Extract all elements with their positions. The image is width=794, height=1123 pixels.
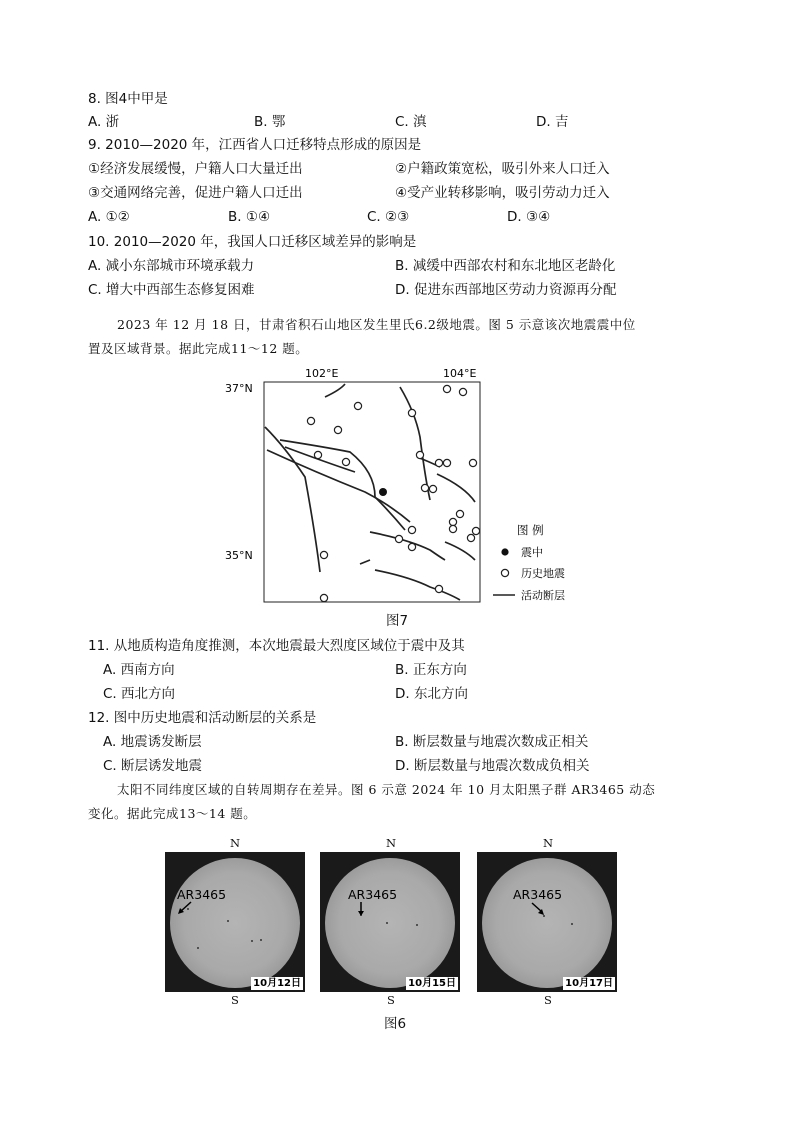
passage1-line1: 2023 年 12 月 18 日，甘肃省积石山地区发生里氏6.2级地震。图 5 示意该次地震震中位 <box>117 317 636 332</box>
legend-epicenter-icon <box>501 548 508 555</box>
q9-stem: 9. 2010—2020 年，江西省人口迁移特点形成的原因是 <box>88 137 422 153</box>
q8-option-d: D. 吉 <box>536 114 569 130</box>
passage2-line2: 变化。据此完成13～14 题。 <box>88 806 257 821</box>
earthquake-map <box>225 362 595 617</box>
q11-option-d: D. 东北方向 <box>395 686 468 702</box>
arrow-icon <box>175 900 195 916</box>
arrow-icon <box>529 901 547 917</box>
lat-label-37: 37°N <box>225 382 253 395</box>
solar-disk <box>325 858 455 988</box>
date-label-3: 10月17日 <box>565 978 613 989</box>
q10-option-b: B. 减缓中西部农村和东北地区老龄化 <box>395 258 616 274</box>
south-label-3: S <box>544 993 552 1007</box>
q9-item-2: ②户籍政策宽松，吸引外来人口迁入 <box>395 161 610 177</box>
q9-option-a: A. ①② <box>88 209 130 225</box>
epicenter-marker <box>379 488 387 496</box>
q9-item-1: ①经济发展缓慢，户籍人口大量迁出 <box>88 161 303 177</box>
q11-option-c: C. 西北方向 <box>103 686 176 702</box>
q11-stem: 11. 从地质构造角度推测，本次地震最大烈度区域位于震中及其 <box>88 638 465 654</box>
q12-stem: 12. 图中历史地震和活动断层的关系是 <box>88 710 317 726</box>
sun-image-oct17 <box>477 852 617 992</box>
q9-item-4: ④受产业转移影响，吸引劳动力迁入 <box>395 185 610 201</box>
legend-fault: 活动断层 <box>521 589 565 602</box>
date-label-2: 10月15日 <box>408 978 456 989</box>
q12-option-b: B. 断层数量与地震次数成正相关 <box>395 734 589 750</box>
ar3465-label-1: AR3465 <box>177 887 227 902</box>
ar3465-label-3: AR3465 <box>513 887 563 902</box>
q8-option-c: C. 滇 <box>395 114 427 130</box>
north-label-3: N <box>543 836 554 850</box>
lon-label-104: 104°E <box>443 367 477 380</box>
q9-item-3: ③交通网络完善，促进户籍人口迁出 <box>88 185 303 201</box>
north-label-2: N <box>386 836 397 850</box>
north-label-1: N <box>230 836 241 850</box>
q9-option-b: B. ①④ <box>228 209 271 225</box>
map-frame <box>264 382 480 602</box>
passage1-line2: 置及区域背景。据此完成11～12 题。 <box>88 341 309 356</box>
legend-history: 历史地震 <box>521 567 565 580</box>
q9-option-d: D. ③④ <box>507 209 551 225</box>
legend-epicenter: 震中 <box>521 546 543 559</box>
legend-history-icon <box>501 569 508 576</box>
q12-option-d: D. 断层数量与地震次数成负相关 <box>395 758 590 774</box>
south-label-2: S <box>387 993 395 1007</box>
solar-disk <box>170 858 300 988</box>
south-label-1: S <box>231 993 239 1007</box>
sun-figure-caption: 图6 <box>384 1016 407 1032</box>
lon-label-102: 102°E <box>305 367 339 380</box>
q12-option-c: C. 断层诱发地震 <box>103 758 203 774</box>
lat-label-35: 35°N <box>225 549 253 562</box>
date-label-1: 10月12日 <box>253 978 301 989</box>
arrow-icon <box>354 901 368 917</box>
map-caption: 图7 <box>386 613 409 629</box>
q8-stem: 8. 图4中甲是 <box>88 91 168 107</box>
q8-option-a: A. 浙 <box>88 114 120 130</box>
q8-option-b: B. 鄂 <box>254 114 286 130</box>
active-faults <box>265 384 475 600</box>
q11-option-b: B. 正东方向 <box>395 662 467 678</box>
q12-option-a: A. 地震诱发断层 <box>103 734 202 750</box>
q10-option-c: C. 增大中西部生态修复困难 <box>88 282 255 298</box>
sun-image-oct12 <box>165 852 305 992</box>
q10-stem: 10. 2010—2020 年，我国人口迁移区域差异的影响是 <box>88 234 417 250</box>
q10-option-d: D. 促进东西部地区劳动力资源再分配 <box>395 282 617 298</box>
historical-earthquakes <box>307 385 479 601</box>
solar-disk <box>482 858 612 988</box>
q9-option-c: C. ②③ <box>367 209 410 225</box>
q10-option-a: A. 减小东部城市环境承载力 <box>88 258 255 274</box>
sun-image-oct15 <box>320 852 460 992</box>
legend-title: 图 例 <box>517 523 544 537</box>
passage2-line1: 太阳不同纬度区域的自转周期存在差异。图 6 示意 2024 年 10 月太阳黑子群 AR3465 动态 <box>117 782 656 797</box>
q11-option-a: A. 西南方向 <box>103 662 175 678</box>
ar3465-label-2: AR3465 <box>348 887 398 902</box>
